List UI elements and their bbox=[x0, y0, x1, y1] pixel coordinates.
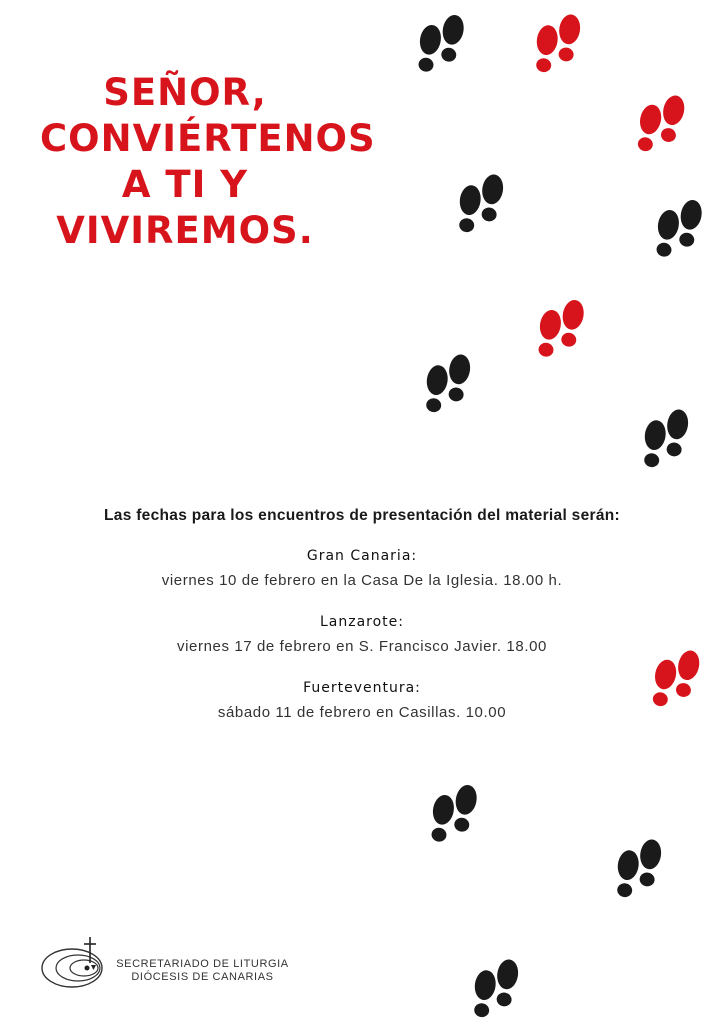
footprint-icon bbox=[641, 405, 690, 471]
event-detail-gran-canaria: viernes 10 de febrero en la Casa De la Iglesia. 18.00 h. bbox=[161, 572, 563, 589]
footprint-icon bbox=[653, 195, 704, 262]
event-place-fuerteventura: Fuerteventura: bbox=[303, 680, 421, 696]
organization-line-1: SECRETARIADO DE LITURGIA bbox=[116, 958, 289, 970]
title-line-1: SEÑOR, bbox=[103, 71, 267, 114]
footprint-icon bbox=[415, 10, 466, 77]
diocese-logo-icon bbox=[40, 935, 105, 990]
footprint-icon bbox=[423, 350, 472, 416]
footprint-icon bbox=[535, 295, 586, 362]
organization-name bbox=[110, 958, 295, 984]
title-line-4: VIVIREMOS. bbox=[56, 209, 314, 252]
footprint-icon bbox=[533, 10, 582, 76]
event-detail-lanzarote: viernes 17 de febrero en S. Francisco Javier. 18.00 bbox=[177, 638, 547, 655]
event-place-lanzarote: Lanzarote: bbox=[319, 614, 404, 630]
footprint-icon bbox=[456, 170, 505, 236]
footprint-icon bbox=[471, 955, 520, 1021]
organization-line-2: DIÓCESIS DE CANARIAS bbox=[131, 971, 274, 983]
footprint-icon bbox=[428, 780, 479, 847]
event-place-gran-canaria: Gran Canaria: bbox=[306, 548, 418, 564]
footprint-icon bbox=[614, 835, 663, 901]
page-title bbox=[40, 70, 376, 254]
title-line-2: CONVIÉRTENOS bbox=[40, 117, 376, 160]
event-detail-fuerteventura: sábado 11 de febrero en Casillas. 10.00 bbox=[217, 704, 507, 721]
title-line-3: A TI Y bbox=[121, 163, 249, 206]
intro-text: Las fechas para los encuentros de presentación del material serán: bbox=[104, 507, 620, 524]
footprint-icon bbox=[634, 89, 687, 157]
